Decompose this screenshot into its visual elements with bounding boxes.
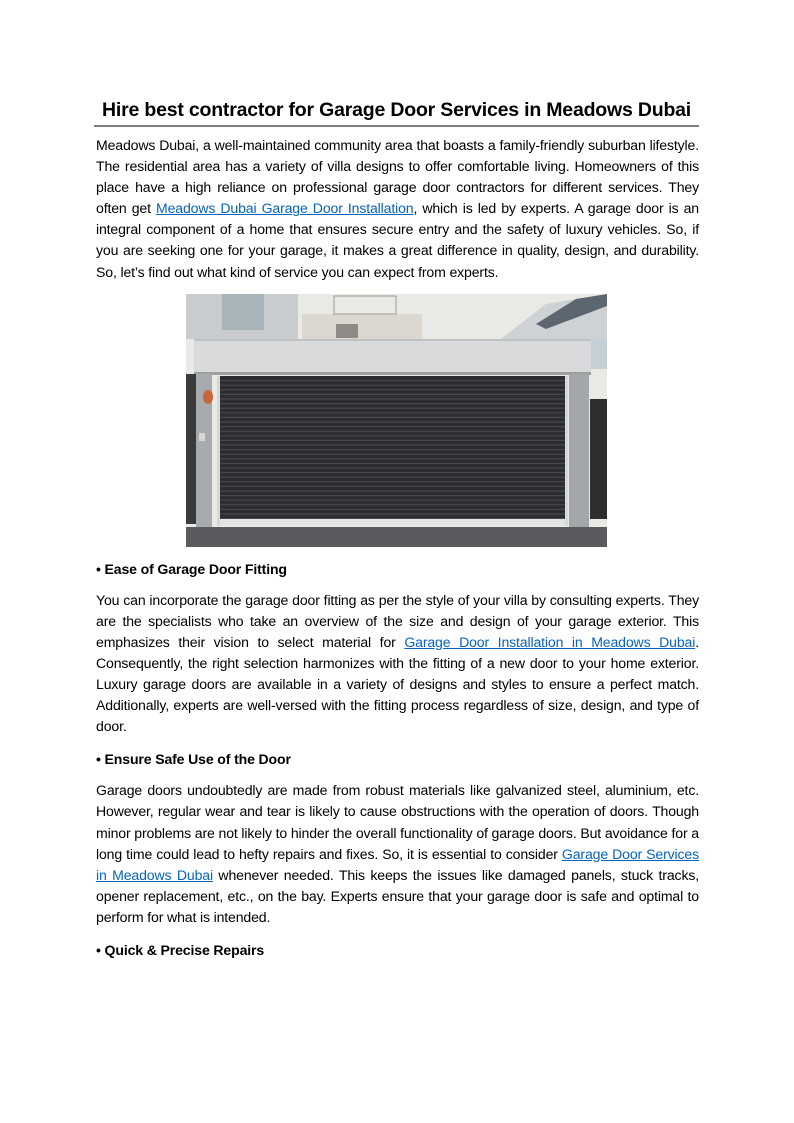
shutter-slat [219, 453, 567, 454]
section-paragraph-ease-of-fitting [96, 590, 699, 738]
section-heading-quick-repairs: • Quick & Precise Repairs [96, 941, 265, 958]
garage-door-services-link[interactable]: Garage Door Services in Meadows Dubai [96, 845, 699, 883]
section-paragraph-safe-use [96, 780, 699, 928]
document-page [96, 96, 699, 961]
shutter-slat [219, 435, 567, 436]
shutter-slat [219, 495, 567, 496]
shutter-slat [219, 472, 567, 473]
shutter-slat [219, 384, 567, 385]
title-underline [94, 125, 699, 127]
section-text-before: Garage doors undoubtedly are made from robust materials like galvanized steel, aluminium, etc. However, regular wear and tear is likely to cause obstructions with the operation of doors. Though minor problems are not likely to hinder the overall functionality of garage doors. But avoidance for a long time could lead to hefty repairs and fixes. So, it is essential to consider [96, 782, 699, 862]
section-text-before: You can incorporate the garage door fitting as per the style of your villa by consulting experts. They are the specialists who take an overview of the size and design of your garage exterior. This emphasizes their vision to select material for [96, 591, 699, 650]
shutter-slat [219, 444, 567, 445]
section-text-after: . Consequently, the right selection harmonizes with the fitting of a new door to your home exterior. Luxury garage doors are available in a variety of designs and styles to ensure a perfect match. Additionally, experts are well-versed with the fitting process regardless of size, design, and type of door. [96, 633, 699, 735]
shutter-slat [219, 462, 567, 463]
intro-text-before: Meadows Dubai, a well-maintained community area that boasts a family-friendly suburban lifestyle. The residential area has a variety of villa designs to offer comfortable living. Homeowners of this place have a high reliance on professional garage door contractors for different services. They often get [96, 137, 699, 217]
left-building-window [222, 294, 264, 330]
page-title: Hire best contractor for Garage Door Services in Meadows Dubai [102, 99, 692, 121]
wall-switch-box [199, 433, 205, 441]
shutter-slat [219, 458, 567, 459]
section-text-after: whenever needed. This keeps the issues like damaged panels, stuck tracks, opener replacement, etc., on the bay. Experts ensure that your garage door is safe and optimal to perform for what is intended. [96, 866, 699, 925]
left-door-track [217, 376, 220, 526]
shutter-slat [219, 499, 567, 500]
shutter-slat [219, 476, 567, 477]
section-heading-safe-use: • Ensure Safe Use of the Door [96, 751, 291, 768]
shutter-slat [219, 481, 567, 482]
garage-door-installation-link[interactable]: Garage Door Installation in Meadows Dubai [404, 633, 696, 650]
beam-bottom-edge [194, 372, 591, 375]
roller-shutter-door [219, 376, 567, 521]
shutter-slat [219, 407, 567, 408]
left-dark-wall [186, 374, 196, 524]
driveway-ground [186, 527, 607, 547]
shutter-slat [219, 439, 567, 440]
door-bottom-rail [219, 519, 567, 525]
garage-door-photo [186, 294, 607, 547]
shutter-slat [219, 421, 567, 422]
intro-paragraph [96, 135, 699, 283]
beam-top-edge [194, 339, 591, 341]
shutter-slat [219, 485, 567, 486]
shutter-slat [219, 467, 567, 468]
shutter-slat [219, 380, 567, 381]
shutter-slat [219, 490, 567, 491]
shutter-slat [219, 513, 567, 514]
shutter-slat [219, 449, 567, 450]
ac-unit [336, 324, 358, 338]
right-door-track [565, 376, 568, 526]
shutter-slat [219, 398, 567, 399]
garage-header-beam [194, 339, 591, 374]
background-house [302, 314, 422, 340]
shutter-slat [219, 389, 567, 390]
intro-text-after: , which is led by experts. A garage door is an integral component of a home that ensures secure entry and the safety of luxury vehicles. So, if you are seeking one for your garage, it makes a great difference in quality, design, and durability. So, let’s find out what kind of service you can expect from experts. [96, 200, 699, 280]
right-fence [590, 399, 607, 519]
shutter-slat [219, 504, 567, 505]
shutter-slat [219, 426, 567, 427]
section-heading-ease-of-fitting: • Ease of Garage Door Fitting [96, 560, 287, 577]
shutter-slat [219, 416, 567, 417]
right-pillar [569, 374, 589, 532]
meadows-dubai-garage-door-installation-link[interactable]: Meadows Dubai Garage Door Installation [155, 200, 414, 217]
right-window [591, 339, 607, 369]
shutter-slat [219, 412, 567, 413]
shutter-slat [219, 393, 567, 394]
shutter-slat [219, 403, 567, 404]
shutter-slat [219, 430, 567, 431]
garage-door-illustration [186, 294, 607, 547]
wall-light-icon [203, 390, 213, 404]
shutter-slat [219, 508, 567, 509]
